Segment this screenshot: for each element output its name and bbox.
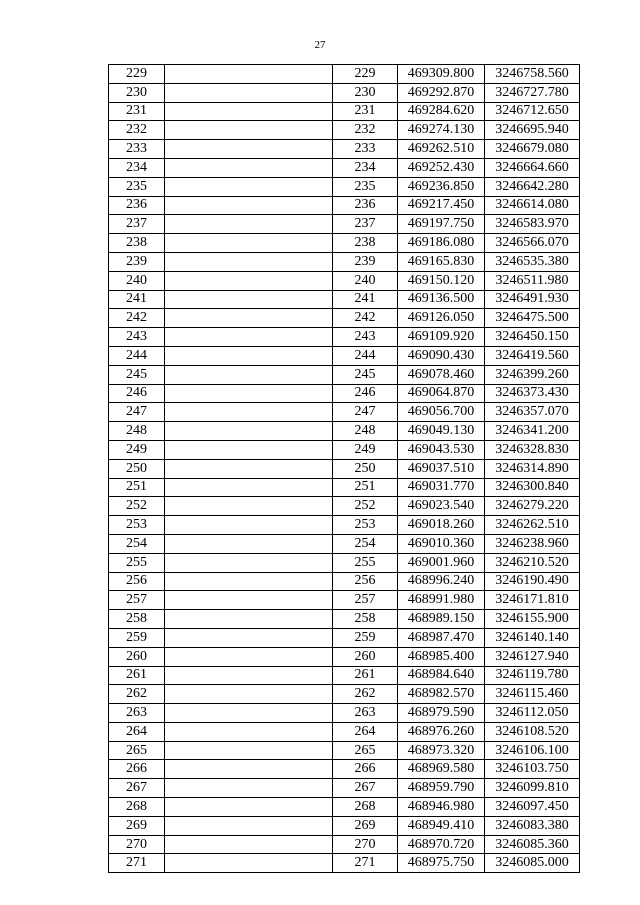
x-coordinate-cell: 469001.960 [398,553,485,572]
table-row [109,215,580,234]
row-number-cell: 238 [109,234,165,253]
table-row [109,196,580,215]
y-coordinate-cell: 3246112.050 [485,704,580,723]
x-coordinate-cell: 468979.590 [398,704,485,723]
y-coordinate-cell: 3246450.150 [485,328,580,347]
point-number-cell: 263 [333,704,398,723]
table-row [109,741,580,760]
row-number-cell: 269 [109,816,165,835]
table-row [109,666,580,685]
row-number-cell: 256 [109,572,165,591]
y-coordinate-cell: 3246171.810 [485,591,580,610]
row-number-cell: 250 [109,459,165,478]
y-coordinate-cell: 3246727.780 [485,83,580,102]
x-coordinate-cell: 468959.790 [398,779,485,798]
coordinates-table [108,64,580,873]
row-number-cell: 243 [109,328,165,347]
row-number-cell: 267 [109,779,165,798]
point-number-cell: 243 [333,328,398,347]
point-number-cell: 244 [333,346,398,365]
y-coordinate-cell: 3246190.490 [485,572,580,591]
y-coordinate-cell: 3246399.260 [485,365,580,384]
table-row [109,779,580,798]
y-coordinate-cell: 3246083.380 [485,816,580,835]
empty-cell [165,83,333,102]
row-number-cell: 261 [109,666,165,685]
empty-cell [165,158,333,177]
point-number-cell: 230 [333,83,398,102]
y-coordinate-cell: 3246511.980 [485,271,580,290]
table-row [109,572,580,591]
x-coordinate-cell: 469109.920 [398,328,485,347]
empty-cell [165,591,333,610]
row-number-cell: 232 [109,121,165,140]
empty-cell [165,309,333,328]
y-coordinate-cell: 3246238.960 [485,534,580,553]
y-coordinate-cell: 3246583.970 [485,215,580,234]
point-number-cell: 266 [333,760,398,779]
x-coordinate-cell: 469023.540 [398,497,485,516]
y-coordinate-cell: 3246475.500 [485,309,580,328]
point-number-cell: 251 [333,478,398,497]
table-row [109,478,580,497]
empty-cell [165,403,333,422]
x-coordinate-cell: 469197.750 [398,215,485,234]
table-row [109,252,580,271]
row-number-cell: 244 [109,346,165,365]
table-row [109,854,580,873]
row-number-cell: 259 [109,628,165,647]
table-row [109,760,580,779]
point-number-cell: 248 [333,422,398,441]
empty-cell [165,835,333,854]
x-coordinate-cell: 469252.430 [398,158,485,177]
point-number-cell: 268 [333,798,398,817]
row-number-cell: 240 [109,271,165,290]
empty-cell [165,610,333,629]
y-coordinate-cell: 3246085.360 [485,835,580,854]
table-row [109,516,580,535]
x-coordinate-cell: 469090.430 [398,346,485,365]
y-coordinate-cell: 3246566.070 [485,234,580,253]
y-coordinate-cell: 3246140.140 [485,628,580,647]
y-coordinate-cell: 3246279.220 [485,497,580,516]
table-row [109,384,580,403]
empty-cell [165,252,333,271]
point-number-cell: 260 [333,647,398,666]
y-coordinate-cell: 3246119.780 [485,666,580,685]
point-number-cell: 270 [333,835,398,854]
empty-cell [165,760,333,779]
y-coordinate-cell: 3246099.810 [485,779,580,798]
row-number-cell: 254 [109,534,165,553]
row-number-cell: 260 [109,647,165,666]
y-coordinate-cell: 3246127.940 [485,647,580,666]
x-coordinate-cell: 469049.130 [398,422,485,441]
x-coordinate-cell: 469056.700 [398,403,485,422]
row-number-cell: 265 [109,741,165,760]
table-row [109,497,580,516]
y-coordinate-cell: 3246314.890 [485,459,580,478]
empty-cell [165,346,333,365]
point-number-cell: 250 [333,459,398,478]
table-row [109,83,580,102]
y-coordinate-cell: 3246419.560 [485,346,580,365]
point-number-cell: 257 [333,591,398,610]
y-coordinate-cell: 3246103.750 [485,760,580,779]
point-number-cell: 240 [333,271,398,290]
table-row [109,440,580,459]
y-coordinate-cell: 3246341.200 [485,422,580,441]
x-coordinate-cell: 469064.870 [398,384,485,403]
x-coordinate-cell: 468987.470 [398,628,485,647]
table-row [109,553,580,572]
x-coordinate-cell: 469262.510 [398,140,485,159]
y-coordinate-cell: 3246300.840 [485,478,580,497]
page-number: 27 [314,39,326,51]
empty-cell [165,628,333,647]
point-number-cell: 252 [333,497,398,516]
empty-cell [165,497,333,516]
empty-cell [165,290,333,309]
x-coordinate-cell: 469043.530 [398,440,485,459]
table-row [109,121,580,140]
table-row [109,65,580,84]
point-number-cell: 233 [333,140,398,159]
empty-cell [165,779,333,798]
empty-cell [165,215,333,234]
y-coordinate-cell: 3246491.930 [485,290,580,309]
x-coordinate-cell: 468970.720 [398,835,485,854]
empty-cell [165,516,333,535]
empty-cell [165,798,333,817]
empty-cell [165,704,333,723]
table-row [109,403,580,422]
table-row [109,365,580,384]
x-coordinate-cell: 469165.830 [398,252,485,271]
row-number-cell: 264 [109,722,165,741]
y-coordinate-cell: 3246262.510 [485,516,580,535]
coordinates-table-body [109,65,580,873]
point-number-cell: 254 [333,534,398,553]
empty-cell [165,553,333,572]
table-row [109,271,580,290]
table-row [109,309,580,328]
empty-cell [165,440,333,459]
x-coordinate-cell: 468996.240 [398,572,485,591]
y-coordinate-cell: 3246328.830 [485,440,580,459]
point-number-cell: 269 [333,816,398,835]
x-coordinate-cell: 468975.750 [398,854,485,873]
row-number-cell: 257 [109,591,165,610]
row-number-cell: 234 [109,158,165,177]
empty-cell [165,140,333,159]
x-coordinate-cell: 469037.510 [398,459,485,478]
table-row [109,158,580,177]
point-number-cell: 247 [333,403,398,422]
empty-cell [165,328,333,347]
empty-cell [165,121,333,140]
table-row [109,835,580,854]
row-number-cell: 239 [109,252,165,271]
empty-cell [165,741,333,760]
table-row [109,628,580,647]
point-number-cell: 242 [333,309,398,328]
row-number-cell: 258 [109,610,165,629]
point-number-cell: 261 [333,666,398,685]
row-number-cell: 233 [109,140,165,159]
x-coordinate-cell: 469274.130 [398,121,485,140]
empty-cell [165,271,333,290]
point-number-cell: 253 [333,516,398,535]
table-row [109,591,580,610]
table-row [109,816,580,835]
table-row [109,140,580,159]
y-coordinate-cell: 3246210.520 [485,553,580,572]
x-coordinate-cell: 469136.500 [398,290,485,309]
row-number-cell: 247 [109,403,165,422]
empty-cell [165,722,333,741]
x-coordinate-cell: 468973.320 [398,741,485,760]
point-number-cell: 249 [333,440,398,459]
x-coordinate-cell: 469126.050 [398,309,485,328]
row-number-cell: 231 [109,102,165,121]
empty-cell [165,854,333,873]
row-number-cell: 249 [109,440,165,459]
empty-cell [165,685,333,704]
point-number-cell: 237 [333,215,398,234]
row-number-cell: 236 [109,196,165,215]
table-row [109,685,580,704]
table-row [109,610,580,629]
row-number-cell: 245 [109,365,165,384]
x-coordinate-cell: 468949.410 [398,816,485,835]
y-coordinate-cell: 3246664.660 [485,158,580,177]
x-coordinate-cell: 469309.800 [398,65,485,84]
row-number-cell: 235 [109,177,165,196]
point-number-cell: 271 [333,854,398,873]
x-coordinate-cell: 468976.260 [398,722,485,741]
x-coordinate-cell: 468985.400 [398,647,485,666]
y-coordinate-cell: 3246108.520 [485,722,580,741]
row-number-cell: 271 [109,854,165,873]
point-number-cell: 262 [333,685,398,704]
row-number-cell: 248 [109,422,165,441]
y-coordinate-cell: 3246695.940 [485,121,580,140]
table-row [109,328,580,347]
table-row [109,102,580,121]
empty-cell [165,177,333,196]
y-coordinate-cell: 3246097.450 [485,798,580,817]
row-number-cell: 266 [109,760,165,779]
point-number-cell: 232 [333,121,398,140]
empty-cell [165,534,333,553]
table-row [109,234,580,253]
x-coordinate-cell: 468946.980 [398,798,485,817]
row-number-cell: 241 [109,290,165,309]
row-number-cell: 229 [109,65,165,84]
point-number-cell: 229 [333,65,398,84]
point-number-cell: 241 [333,290,398,309]
row-number-cell: 270 [109,835,165,854]
y-coordinate-cell: 3246614.080 [485,196,580,215]
point-number-cell: 267 [333,779,398,798]
point-number-cell: 234 [333,158,398,177]
empty-cell [165,816,333,835]
x-coordinate-cell: 469150.120 [398,271,485,290]
x-coordinate-cell: 469078.460 [398,365,485,384]
x-coordinate-cell: 468982.570 [398,685,485,704]
row-number-cell: 262 [109,685,165,704]
y-coordinate-cell: 3246085.000 [485,854,580,873]
empty-cell [165,65,333,84]
table-row [109,459,580,478]
point-number-cell: 255 [333,553,398,572]
row-number-cell: 251 [109,478,165,497]
row-number-cell: 230 [109,83,165,102]
row-number-cell: 268 [109,798,165,817]
empty-cell [165,365,333,384]
x-coordinate-cell: 469284.620 [398,102,485,121]
row-number-cell: 255 [109,553,165,572]
x-coordinate-cell: 469292.870 [398,83,485,102]
empty-cell [165,647,333,666]
y-coordinate-cell: 3246642.280 [485,177,580,196]
y-coordinate-cell: 3246758.560 [485,65,580,84]
y-coordinate-cell: 3246373.430 [485,384,580,403]
empty-cell [165,666,333,685]
empty-cell [165,478,333,497]
y-coordinate-cell: 3246679.080 [485,140,580,159]
row-number-cell: 263 [109,704,165,723]
empty-cell [165,234,333,253]
row-number-cell: 246 [109,384,165,403]
row-number-cell: 252 [109,497,165,516]
x-coordinate-cell: 468991.980 [398,591,485,610]
point-number-cell: 238 [333,234,398,253]
table-row [109,798,580,817]
y-coordinate-cell: 3246712.650 [485,102,580,121]
point-number-cell: 239 [333,252,398,271]
row-number-cell: 253 [109,516,165,535]
row-number-cell: 242 [109,309,165,328]
point-number-cell: 235 [333,177,398,196]
empty-cell [165,422,333,441]
x-coordinate-cell: 469031.770 [398,478,485,497]
table-row [109,346,580,365]
table-row [109,534,580,553]
row-number-cell: 237 [109,215,165,234]
table-row [109,704,580,723]
point-number-cell: 264 [333,722,398,741]
table-row [109,290,580,309]
point-number-cell: 256 [333,572,398,591]
point-number-cell: 246 [333,384,398,403]
empty-cell [165,384,333,403]
y-coordinate-cell: 3246535.380 [485,252,580,271]
table-row [109,422,580,441]
table-row [109,722,580,741]
x-coordinate-cell: 469217.450 [398,196,485,215]
x-coordinate-cell: 468984.640 [398,666,485,685]
point-number-cell: 259 [333,628,398,647]
table-row [109,177,580,196]
x-coordinate-cell: 468989.150 [398,610,485,629]
point-number-cell: 231 [333,102,398,121]
x-coordinate-cell: 468969.580 [398,760,485,779]
empty-cell [165,102,333,121]
x-coordinate-cell: 469236.850 [398,177,485,196]
point-number-cell: 245 [333,365,398,384]
y-coordinate-cell: 3246357.070 [485,403,580,422]
point-number-cell: 265 [333,741,398,760]
y-coordinate-cell: 3246155.900 [485,610,580,629]
empty-cell [165,572,333,591]
empty-cell [165,196,333,215]
empty-cell [165,459,333,478]
table-row [109,647,580,666]
y-coordinate-cell: 3246115.460 [485,685,580,704]
x-coordinate-cell: 469186.080 [398,234,485,253]
point-number-cell: 258 [333,610,398,629]
x-coordinate-cell: 469018.260 [398,516,485,535]
y-coordinate-cell: 3246106.100 [485,741,580,760]
point-number-cell: 236 [333,196,398,215]
x-coordinate-cell: 469010.360 [398,534,485,553]
